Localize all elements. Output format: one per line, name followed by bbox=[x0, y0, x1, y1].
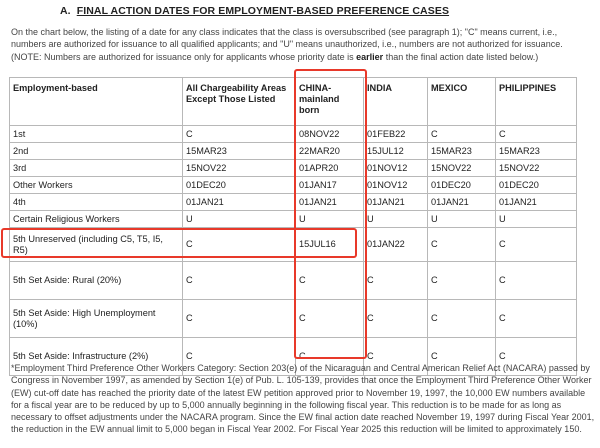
row-category: 4th bbox=[10, 194, 183, 211]
cell-india: 01NOV12 bbox=[364, 177, 428, 194]
cell-all-chargeability: C bbox=[183, 228, 296, 262]
cell-philippines: 15MAR23 bbox=[496, 143, 577, 160]
section-letter: A. bbox=[60, 5, 71, 17]
row-category: 2nd bbox=[10, 143, 183, 160]
cell-all-chargeability: C bbox=[183, 262, 296, 300]
cell-philippines: C bbox=[496, 262, 577, 300]
cell-all-chargeability: 15MAR23 bbox=[183, 143, 296, 160]
row-category: 5th Set Aside: Infrastructure (2%) bbox=[10, 338, 183, 376]
header-india: INDIA bbox=[364, 78, 428, 126]
cell-philippines: U bbox=[496, 211, 577, 228]
cell-philippines: C bbox=[496, 338, 577, 376]
cell-china: 22MAR20 bbox=[296, 143, 364, 160]
table-row bbox=[10, 177, 577, 194]
cell-mexico: C bbox=[428, 262, 496, 300]
row-category: 1st bbox=[10, 126, 183, 143]
cell-mexico: 15NOV22 bbox=[428, 160, 496, 177]
cell-mexico: C bbox=[428, 126, 496, 143]
header-china-mainland: CHINA-mainland born bbox=[296, 78, 364, 126]
intro-text-after: than the final action date listed below.) bbox=[383, 51, 539, 62]
cell-india: C bbox=[364, 338, 428, 376]
cell-all-chargeability: 01JAN21 bbox=[183, 194, 296, 211]
intro-emphasis: earlier bbox=[356, 51, 384, 62]
table-row bbox=[10, 300, 577, 338]
table-row bbox=[10, 211, 577, 228]
cell-india: 15JUL12 bbox=[364, 143, 428, 160]
table-row bbox=[10, 194, 577, 211]
table-row bbox=[10, 160, 577, 177]
row-category: 5th Set Aside: High Unemployment (10%) bbox=[10, 300, 183, 338]
row-category: 3rd bbox=[10, 160, 183, 177]
row-category: Other Workers bbox=[10, 177, 183, 194]
cell-india: U bbox=[364, 211, 428, 228]
footnote-paragraph: *Employment Third Preference Other Workers Category: Section 203(e) of the Nicaraguan and Central American Relief Act (NACARA) passed by Congress in November 1997, as amended by Section 1(e) of Pub. L. 105-139, provides that once the Employment Third Preference Other Worker (EW) cut-off date has reached the priority date of the latest EW petition approved prior to November 19, 1997, the 10,000 EW numbers available for a fiscal year are to be reduced by up to 5,000 annually beginning in the following fiscal year. This reduction is to be made for as long as necessary to offset adjustments under the NACARA program. Since the EW final action date reached November 19, 1997 during Fiscal Year 2001, the reduction in the EW annual limit to 5,000 began in Fiscal Year 2002. For Fiscal Year 2025 this reduction will be limited to approximately 150. bbox=[11, 363, 595, 435]
cell-india: C bbox=[364, 300, 428, 338]
row-category: Certain Religious Workers bbox=[10, 211, 183, 228]
intro-text-before: On the chart below, the listing of a date for any class indicates that the class is oversubscribed (see paragraph 1); "C" means current, i.e., numbers are authorized for issuance to all qualified applicants; and "U" means unauthorized, i.e., numbers are not authorized for issuance. (NOTE: Numbers are authorized for issuance only for applicants whose priority date is bbox=[11, 27, 563, 62]
cell-mexico: C bbox=[428, 338, 496, 376]
cell-philippines: C bbox=[496, 228, 577, 262]
table-row bbox=[10, 143, 577, 160]
cell-mexico: 01JAN21 bbox=[428, 194, 496, 211]
cell-china: C bbox=[296, 262, 364, 300]
section-heading bbox=[60, 5, 449, 17]
cell-china: 01JAN17 bbox=[296, 177, 364, 194]
cell-philippines: 15NOV22 bbox=[496, 160, 577, 177]
cell-china: U bbox=[296, 211, 364, 228]
cell-all-chargeability: C bbox=[183, 300, 296, 338]
row-category: 5th Set Aside: Rural (20%) bbox=[10, 262, 183, 300]
row-category: 5th Unreserved (including C5, T5, I5, R5) bbox=[10, 228, 183, 262]
cell-all-chargeability: U bbox=[183, 211, 296, 228]
header-mexico: MEXICO bbox=[428, 78, 496, 126]
cell-china: 01JAN21 bbox=[296, 194, 364, 211]
cell-china: 08NOV22 bbox=[296, 126, 364, 143]
section-title: FINAL ACTION DATES FOR EMPLOYMENT-BASED PREFERENCE CASES bbox=[76, 5, 450, 17]
cell-mexico: 01DEC20 bbox=[428, 177, 496, 194]
header-philippines: PHILIPPINES bbox=[496, 78, 577, 126]
cell-all-chargeability: C bbox=[183, 126, 296, 143]
cell-india: 01NOV12 bbox=[364, 160, 428, 177]
table-header-row bbox=[10, 78, 577, 126]
cell-china: 01APR20 bbox=[296, 160, 364, 177]
table-row bbox=[10, 228, 577, 262]
table-row bbox=[10, 262, 577, 300]
table-row bbox=[10, 126, 577, 143]
final-action-dates-table bbox=[9, 77, 577, 376]
intro-paragraph bbox=[11, 26, 591, 63]
cell-mexico: 15MAR23 bbox=[428, 143, 496, 160]
cell-all-chargeability: 15NOV22 bbox=[183, 160, 296, 177]
cell-mexico: U bbox=[428, 211, 496, 228]
cell-china: 15JUL16 bbox=[296, 228, 364, 262]
cell-mexico: C bbox=[428, 228, 496, 262]
cell-india: C bbox=[364, 262, 428, 300]
cell-india: 01JAN21 bbox=[364, 194, 428, 211]
header-employment-based: Employment-based bbox=[10, 78, 183, 126]
header-all-chargeability: All Chargeability Areas Except Those Listed bbox=[183, 78, 296, 126]
cell-china: C bbox=[296, 300, 364, 338]
cell-philippines: C bbox=[496, 126, 577, 143]
cell-all-chargeability: 01DEC20 bbox=[183, 177, 296, 194]
cell-philippines: 01JAN21 bbox=[496, 194, 577, 211]
cell-india: 01JAN22 bbox=[364, 228, 428, 262]
cell-philippines: 01DEC20 bbox=[496, 177, 577, 194]
cell-china: C bbox=[296, 338, 364, 376]
cell-all-chargeability: C bbox=[183, 338, 296, 376]
cell-india: 01FEB22 bbox=[364, 126, 428, 143]
cell-mexico: C bbox=[428, 300, 496, 338]
cell-philippines: C bbox=[496, 300, 577, 338]
